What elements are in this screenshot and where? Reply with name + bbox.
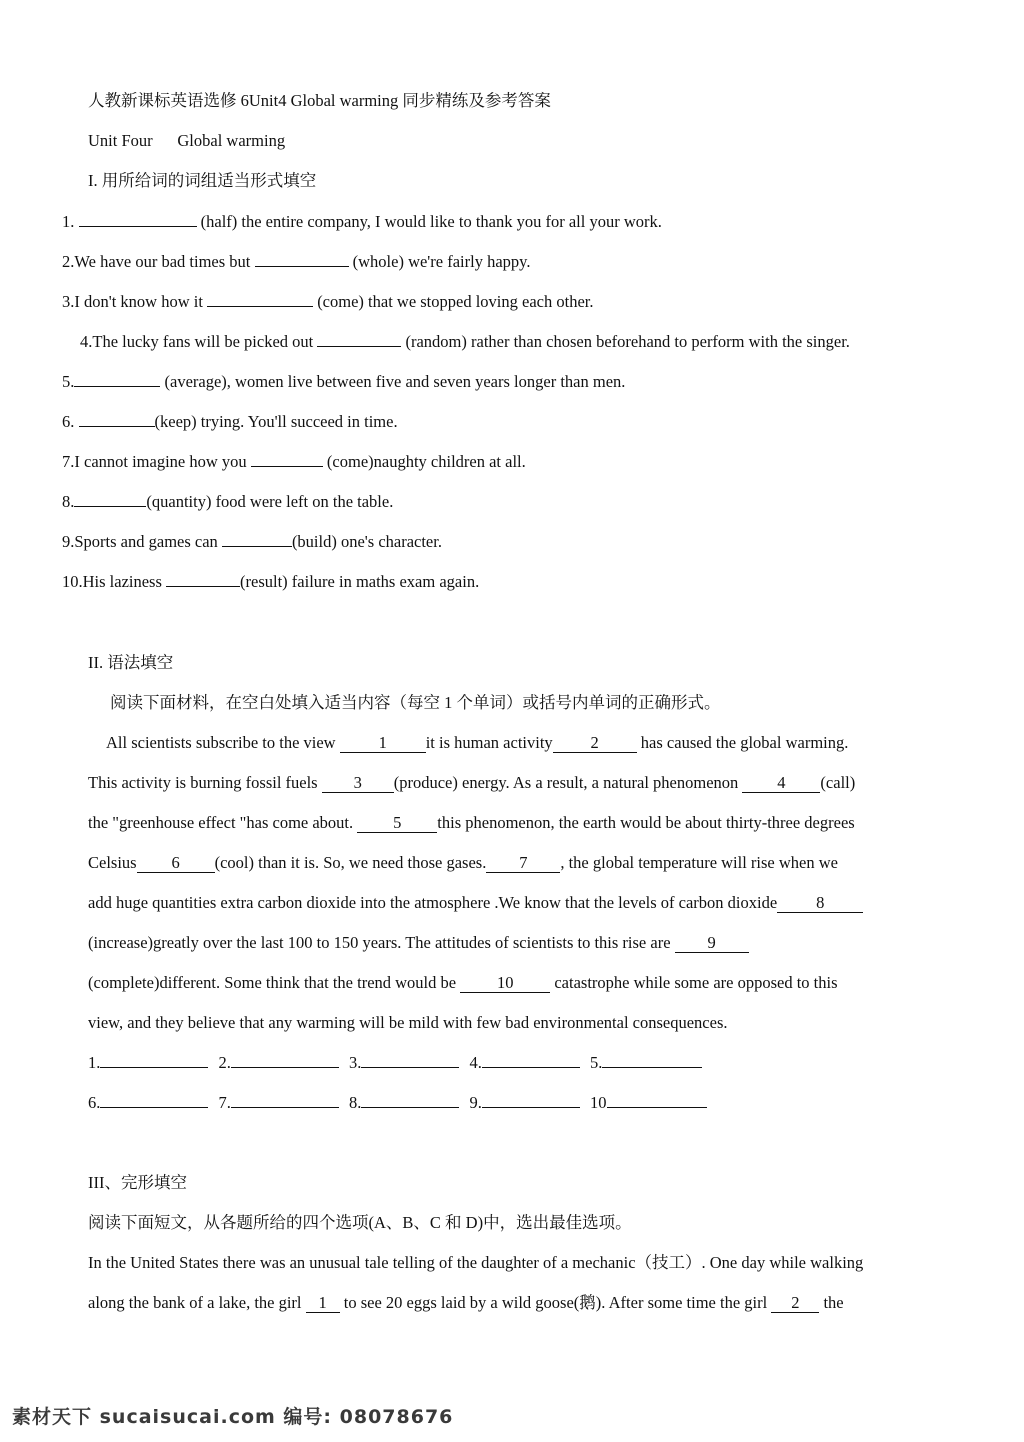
cloze-blank-2[interactable]: 2 — [771, 1294, 819, 1313]
section2-instruction: 阅读下面材料，在空白处填入适当内容（每空 1 个单词）或括号内单词的正确形式。 — [110, 693, 721, 712]
passage-line-8: view, and they believe that any warming will be mild with few bad environmental consequences. — [88, 1013, 728, 1032]
answer-row-1: 1. 2. 3. 4. 5. — [88, 1052, 702, 1074]
passage-blank-4[interactable]: 4 — [742, 774, 820, 793]
passage-line-5: add huge quantities extra carbon dioxide into the atmosphere .We know that the levels of carbon dioxide 8 — [88, 892, 863, 914]
exercise-item-4: 4.The lucky fans will be picked out (random) rather than chosen beforehand to perform with the singer. — [80, 332, 850, 351]
answer-line[interactable] — [361, 1067, 459, 1068]
exercise-item-3: 3.I don't know how it (come) that we stopped loving each other. — [62, 292, 594, 311]
cloze-line-2: along the bank of a lake, the girl 1 to see 20 eggs laid by a wild goose(鹅). After some time the girl 2 the — [88, 1293, 844, 1312]
passage-line-7: (complete)different. Some think that the trend would be 10 catastrophe while some are opposed to this — [88, 973, 838, 992]
answer-blank[interactable] — [222, 546, 292, 547]
passage-line-3: the "greenhouse effect "has come about. 5 this phenomenon, the earth would be about thirty-three degrees — [88, 813, 855, 832]
passage-line-2: This activity is burning fossil fuels 3 (produce) energy. As a result, a natural phenomenon 4 (call) — [88, 773, 856, 792]
answer-blank[interactable] — [166, 586, 240, 587]
exercise-item-9: 9.Sports and games can (build) one's character. — [62, 532, 442, 551]
answer-line[interactable] — [231, 1107, 339, 1108]
document-title: 人教新课标英语选修 6Unit4 Global warming 同步精练及参考答案 — [88, 91, 551, 110]
passage-blank-2[interactable]: 2 — [553, 734, 637, 753]
answer-blank[interactable] — [79, 426, 155, 427]
exercise-item-6: 6. (keep) trying. You'll succeed in time. — [62, 412, 398, 431]
unit-heading: Unit Four Global warming — [88, 131, 286, 150]
exercise-item-7: 7.I cannot imagine how you (come)naughty children at all. — [62, 452, 526, 471]
answer-line[interactable] — [361, 1107, 459, 1108]
passage-blank-7[interactable]: 7 — [486, 854, 560, 873]
section2-heading: II. 语法填空 — [88, 653, 174, 672]
section3-instruction: 阅读下面短文，从各题所给的四个选项(A、B、C 和 D)中，选出最佳选项。 — [88, 1213, 632, 1232]
exercise-item-5: 5. (average), women live between five and seven years longer than men. — [62, 372, 626, 391]
answer-blank[interactable] — [79, 226, 197, 227]
section3-heading: III、完形填空 — [88, 1173, 187, 1192]
exercise-item-2: 2.We have our bad times but (whole) we're fairly happy. — [62, 252, 531, 271]
answer-line[interactable] — [482, 1067, 580, 1068]
answer-line[interactable] — [482, 1107, 580, 1108]
exercise-item-1: 1. (half) the entire company, I would like to thank you for all your work. — [62, 212, 662, 231]
passage-blank-10[interactable]: 10 — [460, 974, 550, 993]
answer-blank[interactable] — [207, 306, 313, 307]
cloze-blank-1[interactable]: 1 — [306, 1294, 340, 1313]
answer-blank[interactable] — [317, 346, 401, 347]
answer-blank[interactable] — [74, 506, 146, 507]
passage-blank-8[interactable]: 8 — [777, 894, 863, 913]
answer-line[interactable] — [607, 1107, 707, 1108]
answer-blank[interactable] — [74, 386, 160, 387]
passage-blank-9[interactable]: 9 — [675, 934, 749, 953]
answer-line[interactable] — [231, 1067, 339, 1068]
watermark-text: 素材天下 sucaisucai.com 编号: 08078676 — [12, 1406, 454, 1428]
cloze-line-1: In the United States there was an unusual tale telling of the daughter of a mechanic（技工）. One day while walking — [88, 1253, 864, 1272]
answer-row-2: 6. 7. 8. 9. 10 — [88, 1092, 707, 1114]
answer-blank[interactable] — [255, 266, 349, 267]
exercise-item-8: 8. (quantity) food were left on the table. — [62, 492, 394, 511]
passage-blank-3[interactable]: 3 — [322, 774, 394, 793]
answer-blank[interactable] — [251, 466, 323, 467]
passage-line-4: Celsius 6 (cool) than it is. So, we need those gases. 7 , the global temperature will rise when we — [88, 853, 838, 872]
answer-line[interactable] — [100, 1107, 208, 1108]
passage-blank-5[interactable]: 5 — [357, 814, 437, 833]
exercise-item-10: 10.His laziness (result) failure in maths exam again. — [62, 572, 480, 591]
answer-line[interactable] — [602, 1067, 702, 1068]
passage-blank-1[interactable]: 1 — [340, 734, 426, 753]
passage-line-6: (increase)greatly over the last 100 to 150 years. The attitudes of scientists to this rise are 9 — [88, 932, 749, 954]
passage-blank-6[interactable]: 6 — [137, 854, 215, 873]
section1-heading: I. 用所给词的词组适当形式填空 — [88, 171, 317, 190]
passage-line-1: All scientists subscribe to the view 1 it is human activity 2 has caused the global warming. — [106, 733, 849, 752]
answer-line[interactable] — [100, 1067, 208, 1068]
